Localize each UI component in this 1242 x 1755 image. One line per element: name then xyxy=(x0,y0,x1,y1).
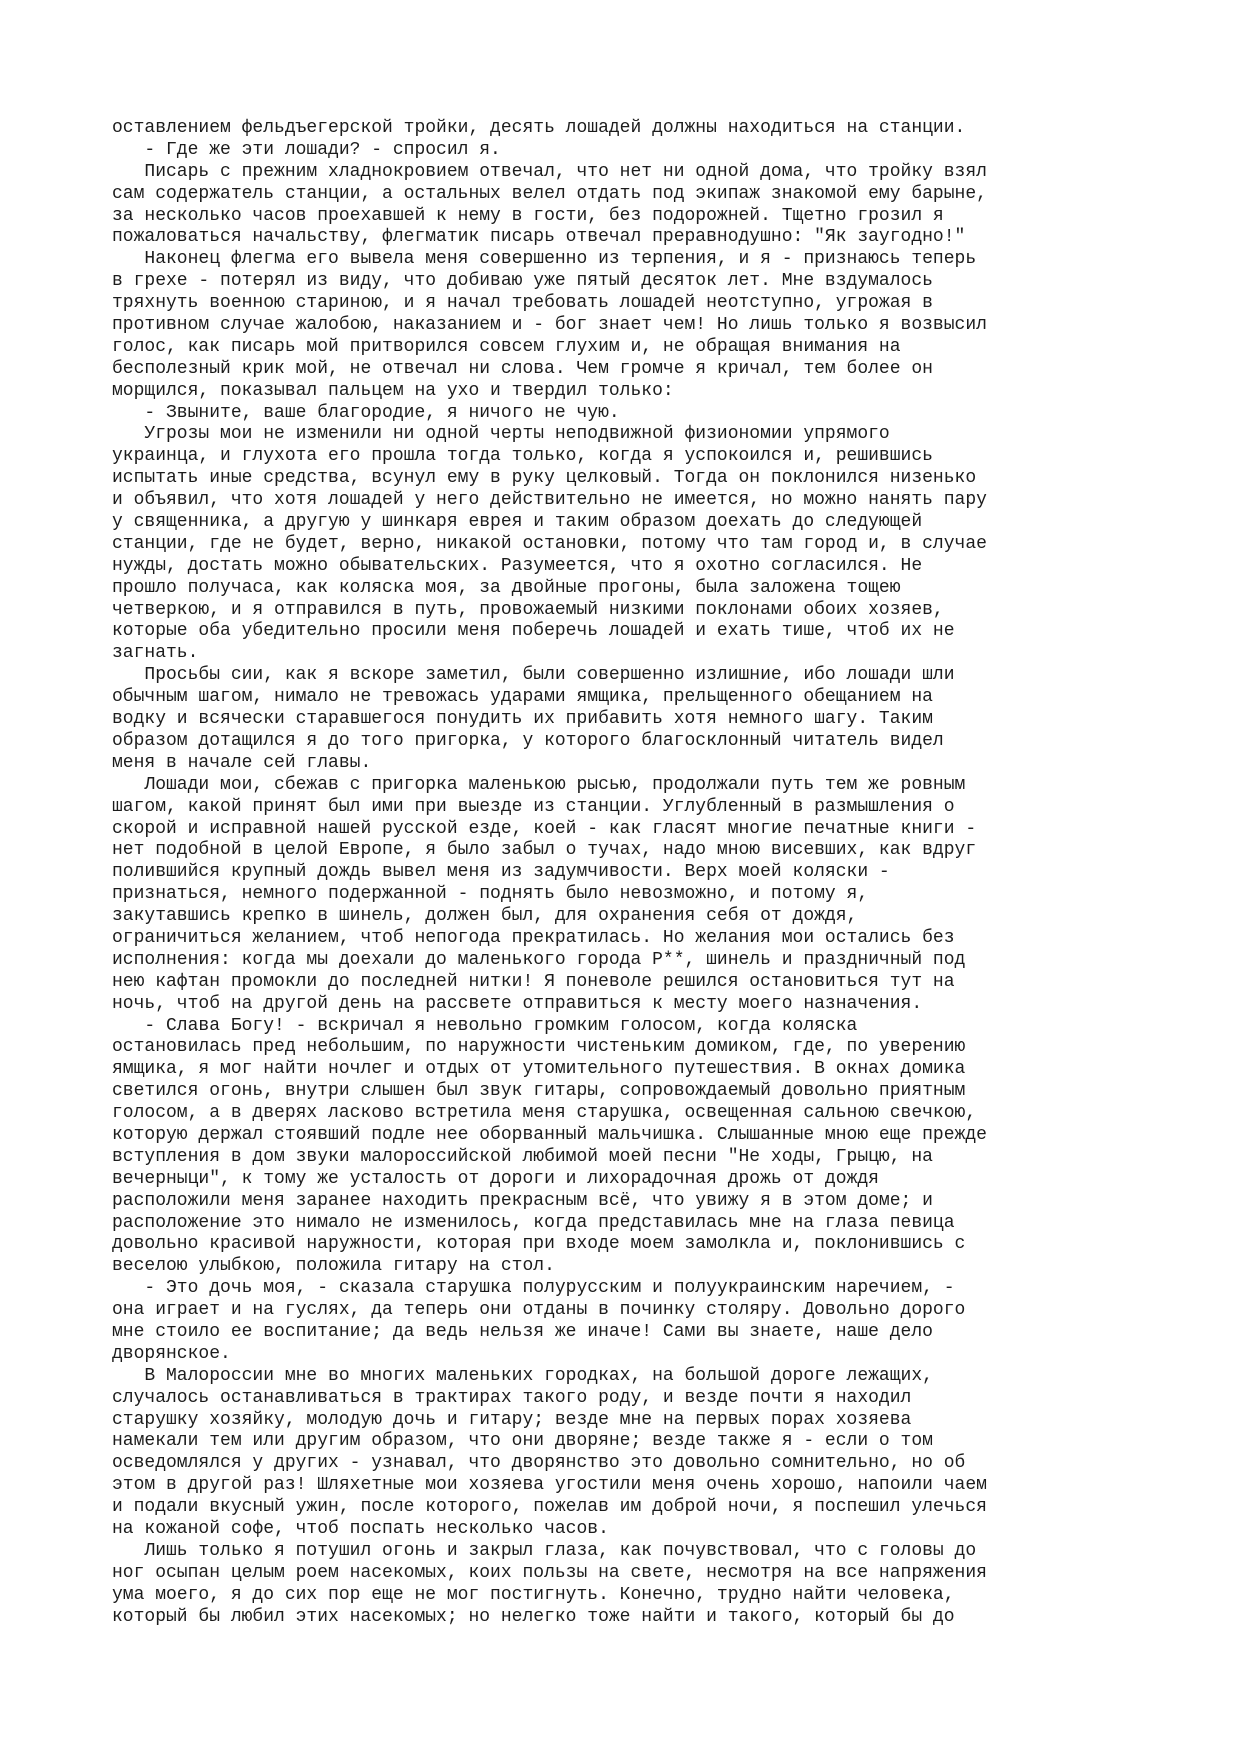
text-line: - Где же эти лошади? - спросил я. xyxy=(112,139,501,160)
text-line: меня в начале сей главы. xyxy=(112,752,372,773)
text-line: полившийся крупный дождь вывел меня из задумчивости. Верх моей коляски - xyxy=(112,862,890,883)
text-line: Лишь только я потушил огонь и закрыл глаза, как почувствовал, что с головы до xyxy=(112,1540,977,1561)
text-line: ума моего, я до сих пор еще не мог постигнуть. Конечно, трудно найти человека, xyxy=(112,1584,955,1605)
text-line: в грехе - потерял из виду, что добиваю уже пятый десяток лет. Мне вздумалось xyxy=(112,271,933,292)
text-line: - Слава Богу! - вскричал я невольно громким голосом, когда коляска xyxy=(112,1015,858,1036)
text-line: который бы любил этих насекомых; но нелегко тоже найти и такого, который бы до xyxy=(112,1606,955,1627)
text-line: светился огонь, внутри слышен был звук гитары, сопровождаемый довольно приятным xyxy=(112,1081,966,1102)
text-line: признаться, немного подержанной - поднять было невозможно, и потому я, xyxy=(112,884,869,905)
text-line: дворянское. xyxy=(112,1343,231,1364)
text-line: которую держал стоявший подле нее оборванный мальчишка. Слышанные мною еще прежде xyxy=(112,1124,987,1145)
text-line: морщился, показывал пальцем на ухо и твердил только: xyxy=(112,380,674,401)
text-line: нет подобной в целой Европе, я было забыл о тучах, надо мною висевших, как вдруг xyxy=(112,840,977,861)
text-line: вступления в дом звуки малороссийской любимой моей песни "Не ходы, Грыцю, на xyxy=(112,1146,933,1167)
text-line: тряхнуть военною стариною, и я начал требовать лошадей неотступно, угрожая в xyxy=(112,293,933,314)
text-line: ночь, чтоб на другой день на рассвете отправиться к месту моего назначения. xyxy=(112,993,923,1014)
text-line: Лошади мои, сбежав с пригорка маленькою рысью, продолжали путь тем же ровным xyxy=(112,774,966,795)
text-line: ног осыпан целым роем насекомых, коих пользы на свете, несмотря на все напряжения xyxy=(112,1562,987,1583)
text-line: шагом, какой принят был ими при выезде из станции. Углубленный в размышления о xyxy=(112,796,955,817)
text-line: ограничиться желанием, чтоб непогода прекратилась. Но желания мои остались без xyxy=(112,927,955,948)
text-line: вечерныци", к тому же усталость от дороги и лихорадочная дрожь от дождя xyxy=(112,1168,879,1189)
text-line: ямщика, я мог найти ночлег и отдых от утомительного путешествия. В окнах домика xyxy=(112,1059,966,1080)
text-line: остановилась пред небольшим, по наружности чистеньким домиком, где, по уверению xyxy=(112,1037,966,1058)
text-line: пожаловаться начальству, флегматик писарь отвечал преравнодушно: "Як заугодно!" xyxy=(112,227,966,248)
text-line: Просьбы сии, как я вскоре заметил, были совершенно излишние, ибо лошади шли xyxy=(112,665,955,686)
text-line: и подали вкусный ужин, после которого, пожелав им доброй ночи, я поспешил улечься xyxy=(112,1497,987,1518)
text-line: она играет и на гуслях, да теперь они отданы в починку столяру. Довольно дорого xyxy=(112,1300,966,1321)
text-line: нею кафтан промокли до последней нитки! Я поневоле решился остановиться тут на xyxy=(112,971,955,992)
text-line: случалось останавливаться в трактирах такого роду, и везде почти я находил xyxy=(112,1387,912,1408)
text-line: Угрозы мои не изменили ни одной черты неподвижной физиономии упрямого xyxy=(112,424,890,445)
text-line: В Малороссии мне во многих маленьких городках, на большой дороге лежащих, xyxy=(112,1365,933,1386)
text-line: расположили меня заранее находить прекрасным всё, что увижу я в этом доме; и xyxy=(112,1190,933,1211)
text-line: расположение это нимало не изменилось, когда представилась мне на глаза певица xyxy=(112,1212,955,1233)
text-line: оставлением фельдъегерской тройки, десять лошадей должны находиться на станции. xyxy=(112,118,966,138)
text-line: довольно красивой наружности, которая при входе моем замолкла и, поклонившись с xyxy=(112,1234,966,1255)
text-line: бесполезный крик мой, не отвечал ни слова. Чем громче я кричал, тем более он xyxy=(112,358,933,379)
document-page xyxy=(112,118,1192,1628)
text-line: и объявил, что хотя лошадей у него действительно не имеется, но можно нанять пару xyxy=(112,490,987,511)
text-line: голос, как писарь мой притворился совсем глухим и, не обращая внимания на xyxy=(112,336,901,357)
text-line: Писарь с прежним хладнокровием отвечал, что нет ни одной дома, что тройку взял xyxy=(112,161,987,182)
text-line: у священника, а другую у шинкаря еврея и таким образом доехать до следующей xyxy=(112,512,923,533)
text-line: намекали тем или другим образом, что они дворяне; везде также я - если о том xyxy=(112,1431,933,1452)
text-line: голосом, а в дверях ласково встретила меня старушка, освещенная сальною свечкою, xyxy=(112,1103,977,1124)
text-line: осведомлялся у других - узнавал, что дворянство это довольно сомнительно, но об xyxy=(112,1453,966,1474)
text-line: Наконец флегма его вывела меня совершенно из терпения, и я - признаюсь теперь xyxy=(112,249,977,270)
text-line: скорой и исправной нашей русской езде, коей - как гласят многие печатные книги - xyxy=(112,818,977,839)
text-line: этом в другой раз! Шляхетные мои хозяева угостили меня очень хорошо, напоили чаем xyxy=(112,1475,987,1496)
text-line: - Звыните, ваше благородие, я ничого не чую. xyxy=(112,402,620,423)
text-line: на кожаной софе, чтоб поспать несколько часов. xyxy=(112,1519,609,1539)
text-line: противном случае жалобою, наказанием и - бог знает чем! Но лишь только я возвысил xyxy=(112,315,987,336)
text-line: четверкою, и я отправился в путь, провожаемый низкими поклонами обоих хозяев, xyxy=(112,599,944,620)
text-line: которые оба убедительно просили меня поберечь лошадей и ехать тише, чтоб их не xyxy=(112,621,955,642)
text-line: испытать иные средства, всунул ему в руку целковый. Тогда он поклонился низенько xyxy=(112,468,977,489)
text-line: загнать. xyxy=(112,643,199,664)
text-line: прошло получаса, как коляска моя, за двойные прогоны, была заложена тощею xyxy=(112,577,901,598)
text-line: станции, где не будет, верно, никакой остановки, потому что там город и, в случае xyxy=(112,533,987,554)
text-line: за несколько часов проехавшей к нему в гости, без подорожней. Тщетно грозил я xyxy=(112,205,944,226)
text-line: сам содержатель станции, а остальных велел отдать под экипаж знакомой ему барыне, xyxy=(112,183,987,204)
text-line: исполнения: когда мы доехали до маленького города Р**, шинель и праздничный под xyxy=(112,949,966,970)
text-line: нужды, достать можно обывательских. Разумеется, что я охотно согласился. Не xyxy=(112,555,923,576)
text-line: веселою улыбкою, положила гитару на стол. xyxy=(112,1256,555,1277)
text-line: обычным шагом, нимало не тревожась ударами ямщика, прельщенного обещанием на xyxy=(112,687,933,708)
text-line: водку и всячески старавшегося понудить их прибавить хотя немного шагу. Таким xyxy=(112,709,933,730)
text-line: - Это дочь моя, - сказала старушка полурусским и полуукраинским наречием, - xyxy=(112,1278,955,1299)
text-line: образом дотащился я до того пригорка, у которого благосклонный читатель видел xyxy=(112,730,944,751)
text-line: мне стоило ее воспитание; да ведь нельзя же иначе! Сами вы знаете, наше дело xyxy=(112,1321,933,1342)
text-line: старушку хозяйку, молодую дочь и гитару; везде мне на первых порах хозяева xyxy=(112,1409,912,1430)
text-line: закутавшись крепко в шинель, должен был, для охранения себя от дождя, xyxy=(112,906,858,927)
text-line: украинца, и глухота его прошла тогда только, когда я успокоился и, решившись xyxy=(112,446,933,467)
